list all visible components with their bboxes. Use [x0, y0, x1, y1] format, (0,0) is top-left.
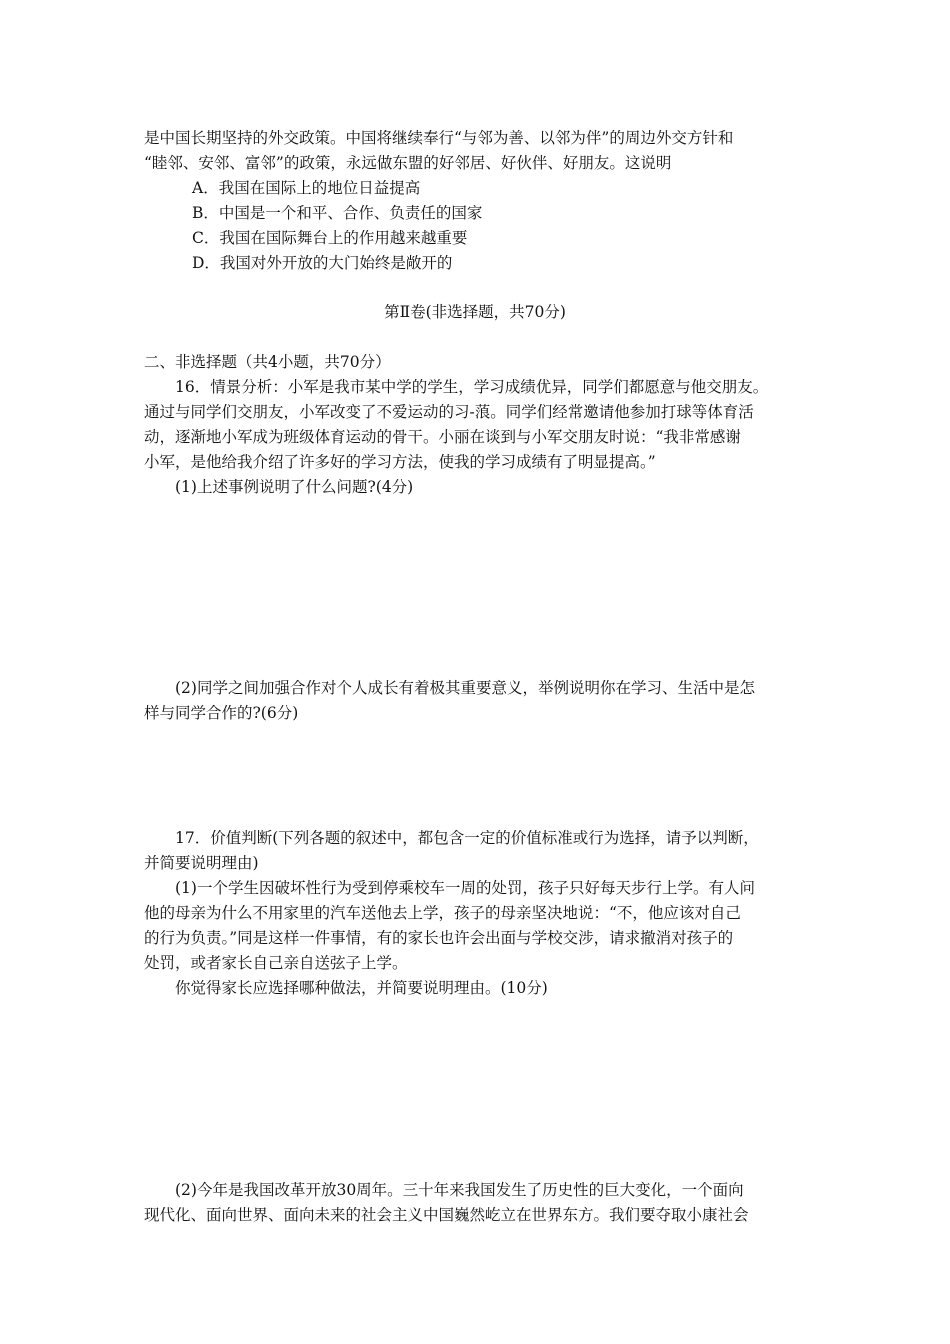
q15-option-d: D．我国对外开放的大门始终是敞开的: [192, 254, 453, 272]
q17-sub1-line-2: 他的母亲为什么不用家里的汽车送他去上学，孩子的母亲坚决地说：“不，他应该对自己: [144, 904, 741, 922]
q16-line-1: 16．情景分析：小军是我市某中学的学生，学习成绩优异，同学们都愿意与他交朋友。: [175, 378, 769, 396]
q17-intro-line-1: 17．价值判断(下列各题的叙述中，都包含一定的价值标准或行为选择，请予以判断，: [175, 829, 759, 847]
q17-sub1-line-3: 的行为负责。”同是这样一件事情，有的家长也许会出面与学校交涉，请求撤消对孩子的: [144, 929, 734, 947]
q15-option-a: A．我国在国际上的地位日益提高: [192, 179, 421, 197]
q16-line-4: 小军，是他给我介绍了许多好的学习方法，使我的学习成绩有了明显提高。”: [144, 453, 656, 471]
q15-option-b: B．中国是一个和平、合作、负责任的国家: [192, 204, 483, 222]
q17-sub2-line-2: 现代化、面向世界、面向未来的社会主义中国巍然屹立在世界东方。我们要夺取小康社会: [144, 1206, 749, 1224]
q15-stem-line-1: 是中国长期坚持的外交政策。中国将继续奉行“与邻为善、以邻为伴”的周边外交方针和: [144, 129, 734, 147]
q17-sub1-question: 你觉得家长应选择哪种做法，并简要说明理由。(10分): [175, 979, 548, 997]
q16-line-3: 动，逐渐地小军成为班级体育运动的骨干。小丽在谈到与小军交朋友时说：“我非常感谢: [144, 428, 741, 446]
q17-sub1-line-4: 处罚，或者家长自己亲自送弦子上学。: [144, 954, 408, 972]
section2-heading: 二、非选择题（共4小题，共70分）: [144, 353, 391, 371]
q15-stem-line-2: “睦邻、安邻、富邻”的政策，永远做东盟的好邻居、好伙伴、好朋友。这说明: [144, 154, 672, 172]
q16-sub1: (1)上述事例说明了什么问题?(4分): [175, 478, 414, 496]
q16-sub2-line-1: (2)同学之间加强合作对个人成长有着极其重要意义，举例说明你在学习、生活中是怎: [175, 679, 755, 697]
q17-sub2-line-1: (2)今年是我国改革开放30周年。三十年来我国发生了历史性的巨大变化，一个面向: [175, 1181, 744, 1199]
q17-intro-line-2: 并简要说明理由): [144, 854, 259, 872]
q17-sub1-line-1: (1)一个学生因破坏性行为受到停乘校车一周的处罚，孩子只好每天步行上学。有人问: [175, 879, 755, 897]
part2-title: 第Ⅱ卷(非选择题，共70分): [384, 303, 566, 321]
q16-line-2: 通过与同学们交朋友，小军改变了不爱运动的习-蒗。同学们经常邀请他参加打球等体育活: [144, 403, 754, 421]
q15-option-c: C．我国在国际舞台上的作用越来越重要: [192, 229, 468, 247]
q16-sub2-line-2: 样与同学合作的?(6分): [144, 704, 299, 722]
